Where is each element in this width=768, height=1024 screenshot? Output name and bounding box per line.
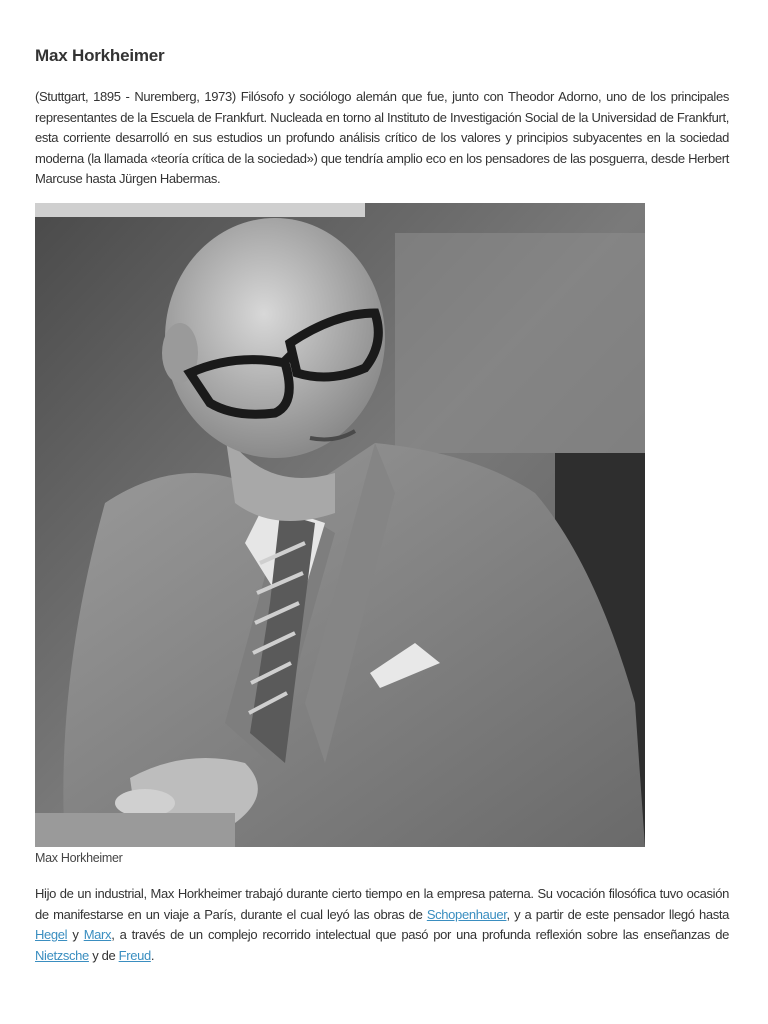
body-text-3: y	[67, 927, 84, 942]
intro-paragraph: (Stuttgart, 1895 - Nuremberg, 1973) Filósofo y sociólogo alemán que fue, junto con Theodor Adorno, uno de los principales representantes de la Escuela de Frankfurt. Nucleada en torno al Instituto de Investigación Social de la Universidad de Frankfurt, esta corriente desarrolló en sus estudios un profundo análisis crítico de los valores y principios subyacentes en la sociedad moderna (la llamada «teoría crítica de la sociedad») que tendría amplio eco en los pensadores de las posguerra, desde Herbert Marcuse hasta Jürgen Habermas.	[35, 89, 729, 186]
body-text-5: y de	[88, 947, 119, 963]
marx-link[interactable]: Marx	[83, 927, 112, 942]
article-title: Max Horkheimer	[35, 46, 165, 65]
schopenhauer-link[interactable]: Schopenhauer	[426, 906, 507, 922]
photo-caption: Max Horkheimer	[35, 851, 123, 865]
portrait-photo	[35, 203, 645, 847]
hegel-link[interactable]: Hegel	[35, 927, 68, 942]
body-text-2: , y a partir de este pensador llegó hasta	[506, 906, 729, 922]
biography-paragraph	[35, 884, 729, 966]
freud-link[interactable]: Freud	[118, 947, 151, 963]
body-text-6: .	[150, 947, 155, 963]
nietzsche-link[interactable]: Nietzsche	[35, 947, 89, 963]
body-text-1: Hijo de un industrial, Max Horkheimer trabajó durante cierto tiempo en la empresa paterna. Su vocación filosófica tuvo ocasión de manifestarse en un viaje a París, durante el cual leyó las obras de	[35, 886, 729, 922]
body-text-4: , a través de un complejo recorrido intelectual que pasó por una profunda reflexión sobre las enseñanzas de	[111, 927, 729, 942]
